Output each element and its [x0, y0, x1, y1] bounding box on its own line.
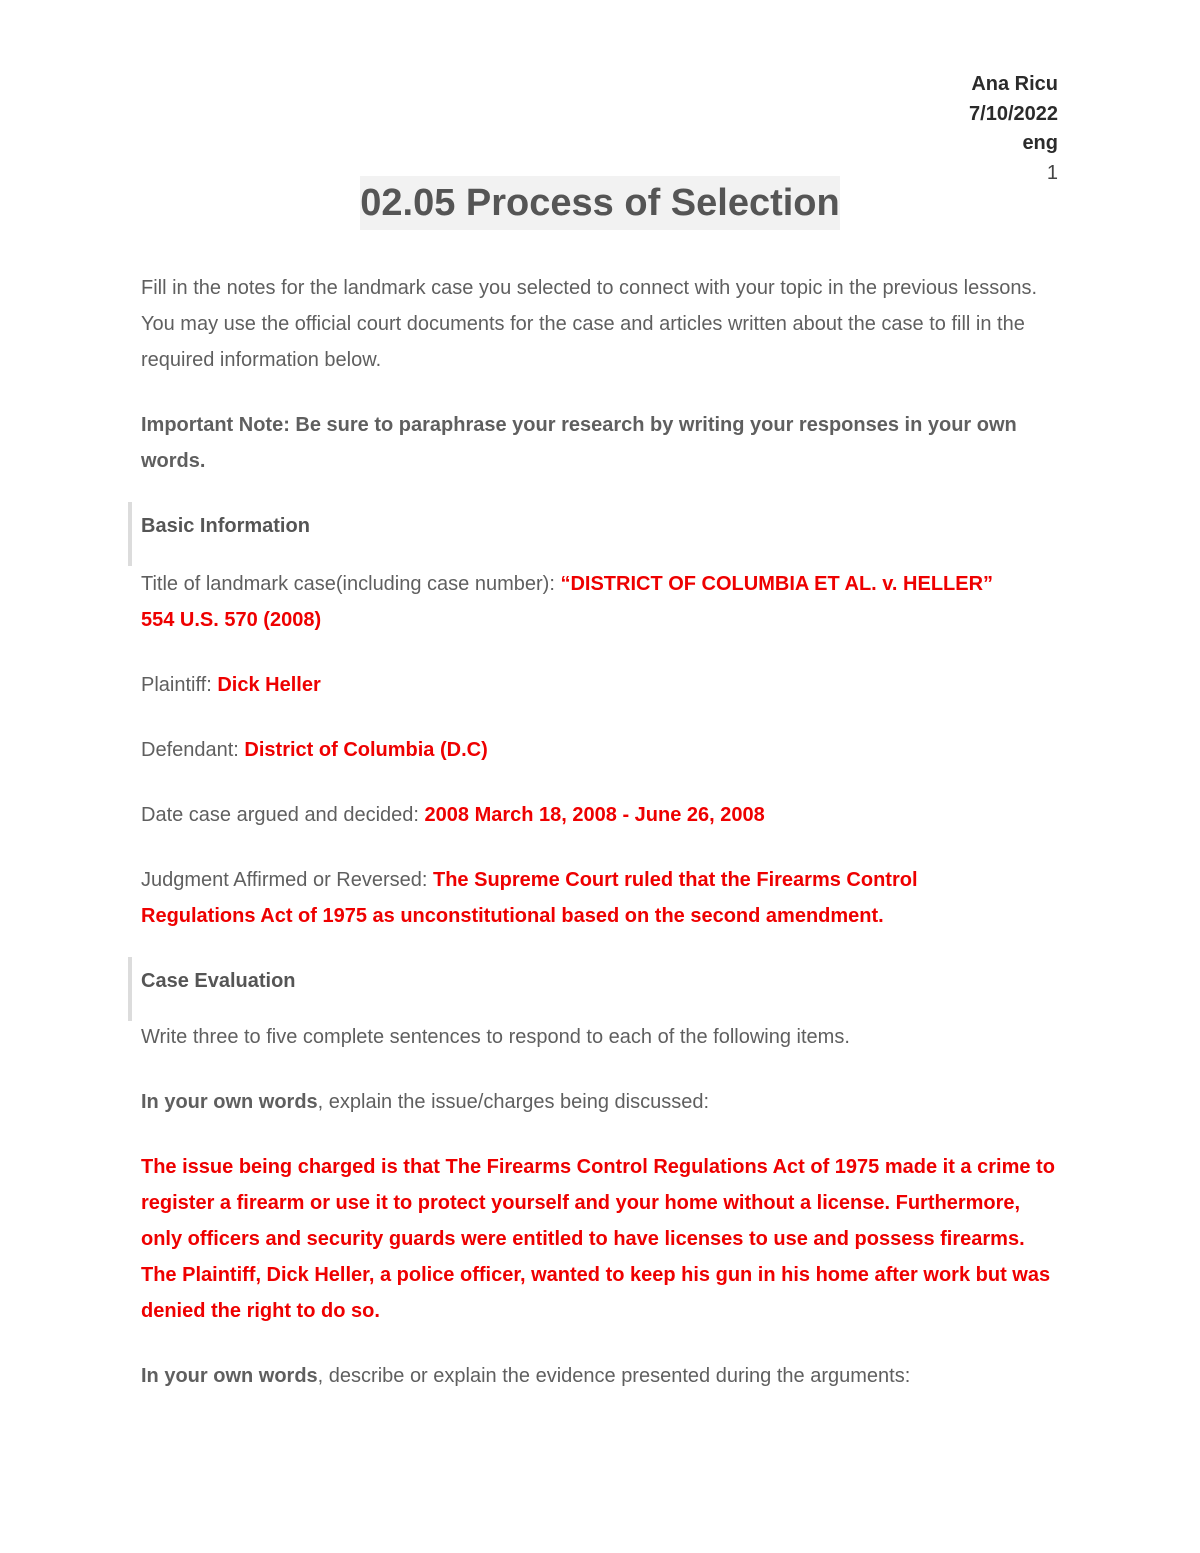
- intro-paragraph: Fill in the notes for the landmark case you selected to connect with your topic in the previous lessons. You may use the official court documents for the case and articles written about the case to fill in the required information below.: [141, 277, 1038, 371]
- document-body: [141, 270, 1061, 1423]
- plaintiff-field: [141, 667, 1061, 703]
- section-bar: [128, 957, 132, 1021]
- page-title: 02.05 Process of Selection: [360, 176, 839, 230]
- question-issue-bold: In your own words: [141, 1091, 318, 1113]
- date-field: [141, 797, 1061, 833]
- judgment-value-line1: The Supreme Court ruled that the Firearms Control: [433, 869, 918, 891]
- document-header: [969, 70, 1058, 188]
- document-date: 7/10/2022: [969, 102, 1058, 125]
- plaintiff-value: Dick Heller: [217, 674, 321, 696]
- question-issue-text: , explain the issue/charges being discussed:: [317, 1091, 710, 1113]
- defendant-value: District of Columbia (D.C): [244, 739, 488, 761]
- question-evidence-bold: In your own words: [141, 1365, 318, 1387]
- section-bar: [128, 502, 132, 566]
- section-heading-text: Case Evaluation: [141, 970, 296, 992]
- judgment-label: Judgment Affirmed or Reversed:: [141, 869, 428, 891]
- case-title-field: [141, 566, 1061, 638]
- section-heading-case-evaluation: [141, 963, 1061, 999]
- page-number: 1: [1046, 161, 1058, 184]
- defendant-field: [141, 732, 1061, 768]
- evaluation-instructions: Write three to five complete sentences to respond to each of the following items.: [141, 1026, 850, 1048]
- case-title-value-line2: 554 U.S. 570 (2008): [141, 609, 322, 631]
- judgment-field: [141, 862, 1061, 934]
- answer-issue: The issue being charged is that The Firearms Control Regulations Act of 1975 made it a crime to register a firearm or use it to protect yourself and your home without a license. Furthermore, only officers and security guards were entitled to have licenses to use and possess firearms. The Plaintiff, Dick Heller, a police officer, wanted to keep his gun in his home after work but was denied the right to do so.: [141, 1156, 1055, 1322]
- question-evidence-text: , describe or explain the evidence presented during the arguments:: [317, 1365, 911, 1387]
- case-title-label: Title of landmark case(including case number):: [141, 573, 555, 595]
- title-container: [0, 176, 1200, 230]
- question-issue: [141, 1084, 1061, 1120]
- course-name: eng: [1022, 132, 1058, 154]
- judgment-value-line2: Regulations Act of 1975 as unconstitutional based on the second amendment.: [141, 905, 884, 927]
- important-note: Important Note: Be sure to paraphrase your research by writing your responses in your own words.: [141, 414, 1017, 472]
- date-label: Date case argued and decided:: [141, 804, 419, 826]
- plaintiff-label: Plaintiff:: [141, 674, 212, 696]
- question-evidence: [141, 1358, 1061, 1394]
- section-heading-text: Basic Information: [141, 515, 310, 537]
- defendant-label: Defendant:: [141, 739, 239, 761]
- section-heading-basic-information: [141, 508, 1061, 544]
- date-value: 2008 March 18, 2008 - June 26, 2008: [424, 804, 765, 826]
- author-name: Ana Ricu: [971, 73, 1058, 95]
- case-title-value-line1: “DISTRICT OF COLUMBIA ET AL. v. HELLER”: [560, 573, 994, 595]
